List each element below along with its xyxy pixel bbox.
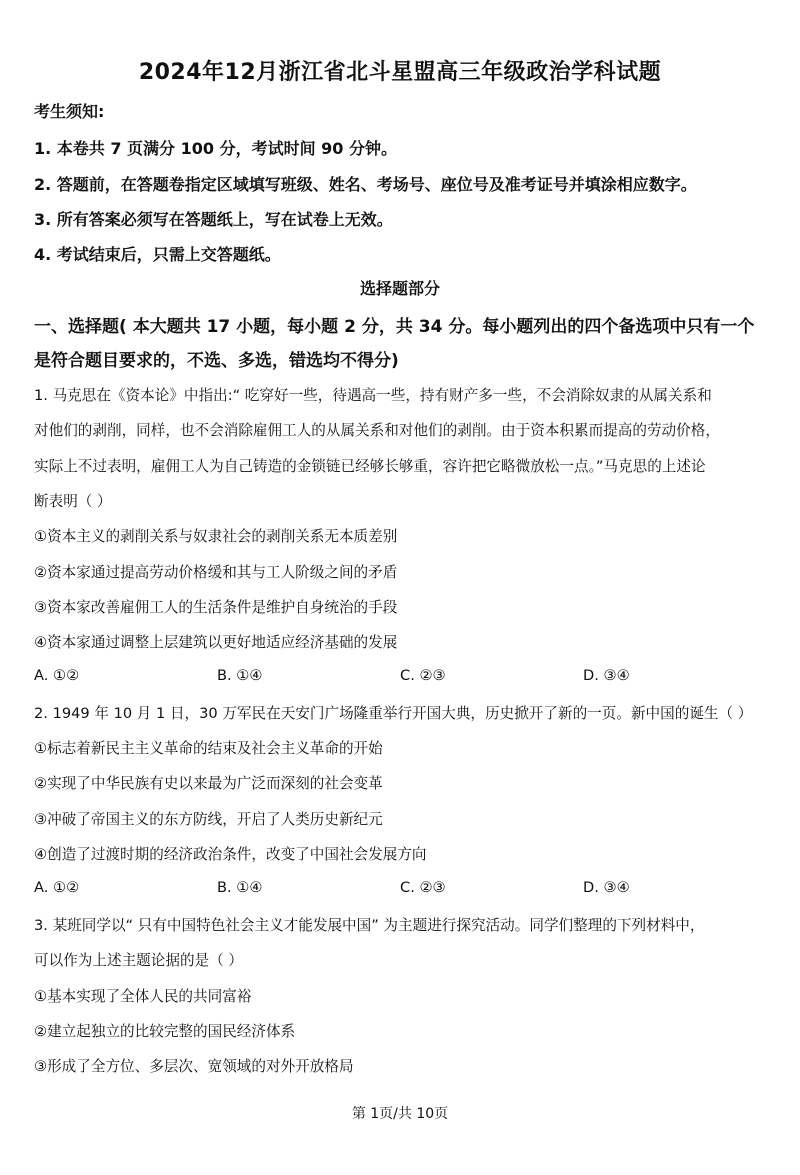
question-1-option-c: C. ②③ bbox=[400, 667, 446, 684]
question-1-statement: ④资本家通过调整上层建筑以更好地适应经济基础的发展 bbox=[34, 634, 398, 651]
question-1-statement: ②资本家通过提高劳动价格缓和其与工人阶级之间的矛盾 bbox=[34, 564, 398, 581]
question-1-stem: 断表明（ ） bbox=[34, 493, 112, 510]
section-heading: 选择题部分 bbox=[359, 279, 440, 298]
notice-heading: 考生须知: bbox=[34, 102, 105, 121]
question-3-statement: ①基本实现了全体人民的共同富裕 bbox=[34, 988, 252, 1005]
exam-title: 2024年12月浙江省北斗星盟高三年级政治学科试题 bbox=[138, 60, 662, 85]
notice-item: 4. 考试结束后，只需上交答题纸。 bbox=[34, 245, 281, 264]
question-1-stem: 对他们的剥削，同样，也不会消除雇佣工人的从属关系和对他们的剥削。由于资本积累而提高的劳动价格， bbox=[34, 422, 720, 439]
question-3-stem: 可以作为上述主题论据的是（ ） bbox=[34, 952, 243, 969]
question-2-statement: ④创造了过渡时期的经济政治条件，改变了中国社会发展方向 bbox=[34, 846, 427, 863]
question-2-option-c: C. ②③ bbox=[400, 879, 446, 896]
question-2-option-d: D. ③④ bbox=[583, 879, 630, 896]
notice-item: 1. 本卷共 7 页满分 100 分，考试时间 90 分钟。 bbox=[34, 139, 398, 158]
question-2-statement: ③冲破了帝国主义的东方防线，开启了人类历史新纪元 bbox=[34, 811, 383, 828]
question-2-statement: ②实现了中华民族有史以来最为广泛而深刻的社会变革 bbox=[34, 775, 383, 792]
part-one-instruction: 是符合题目要求的，不选、多选，错选均不得分) bbox=[34, 351, 399, 371]
question-1-option-a: A. ①② bbox=[34, 667, 80, 684]
question-2-option-a: A. ①② bbox=[34, 879, 80, 896]
question-2-statement: ①标志着新民主主义革命的结束及社会主义革命的开始 bbox=[34, 740, 383, 757]
part-one-instruction: 一、选择题( 本大题共 17 小题，每小题 2 分，共 34 分。每小题列出的四个备选项中只有一个 bbox=[34, 317, 755, 337]
question-2-stem: 2. 1949 年 10 月 1 日，30 万军民在天安门广场隆重举行开国大典，历史掀开了新的一页。新中国的诞生（ ） bbox=[34, 705, 753, 722]
question-1-stem: 实际上不过表明，雇佣工人为自己铸造的金锁链已经够长够重，容许把它略微放松一点。”马克思的上述论 bbox=[34, 458, 706, 475]
notice-item: 2. 答题前，在答题卷指定区域填写班级、姓名、考场号、座位号及准考证号并填涂相应数字。 bbox=[34, 175, 697, 194]
question-1-option-b: B. ①④ bbox=[217, 667, 263, 684]
question-2-option-b: B. ①④ bbox=[217, 879, 263, 896]
question-3-stem: 3. 某班同学以“ 只有中国特色社会主义才能发展中国” 为主题进行探究活动。同学们整理的下列材料中， bbox=[34, 917, 705, 934]
notice-item: 3. 所有答案必须写在答题纸上，写在试卷上无效。 bbox=[34, 210, 393, 229]
question-3-statement: ②建立起独立的比较完整的国民经济体系 bbox=[34, 1023, 296, 1040]
page-footer: 第 1页/共 10页 bbox=[351, 1106, 449, 1122]
question-1-statement: ③资本家改善雇佣工人的生活条件是维护自身统治的手段 bbox=[34, 599, 398, 616]
question-1-statement: ①资本主义的剥削关系与奴隶社会的剥削关系无本质差别 bbox=[34, 528, 398, 545]
question-1-stem: 1. 马克思在《资本论》中指出:“ 吃穿好一些，待遇高一些，持有财产多一些，不会消除奴隶的从属关系和 bbox=[34, 387, 712, 404]
question-3-statement: ③形成了全方位、多层次、宽领域的对外开放格局 bbox=[34, 1058, 354, 1075]
question-1-option-d: D. ③④ bbox=[583, 667, 630, 684]
